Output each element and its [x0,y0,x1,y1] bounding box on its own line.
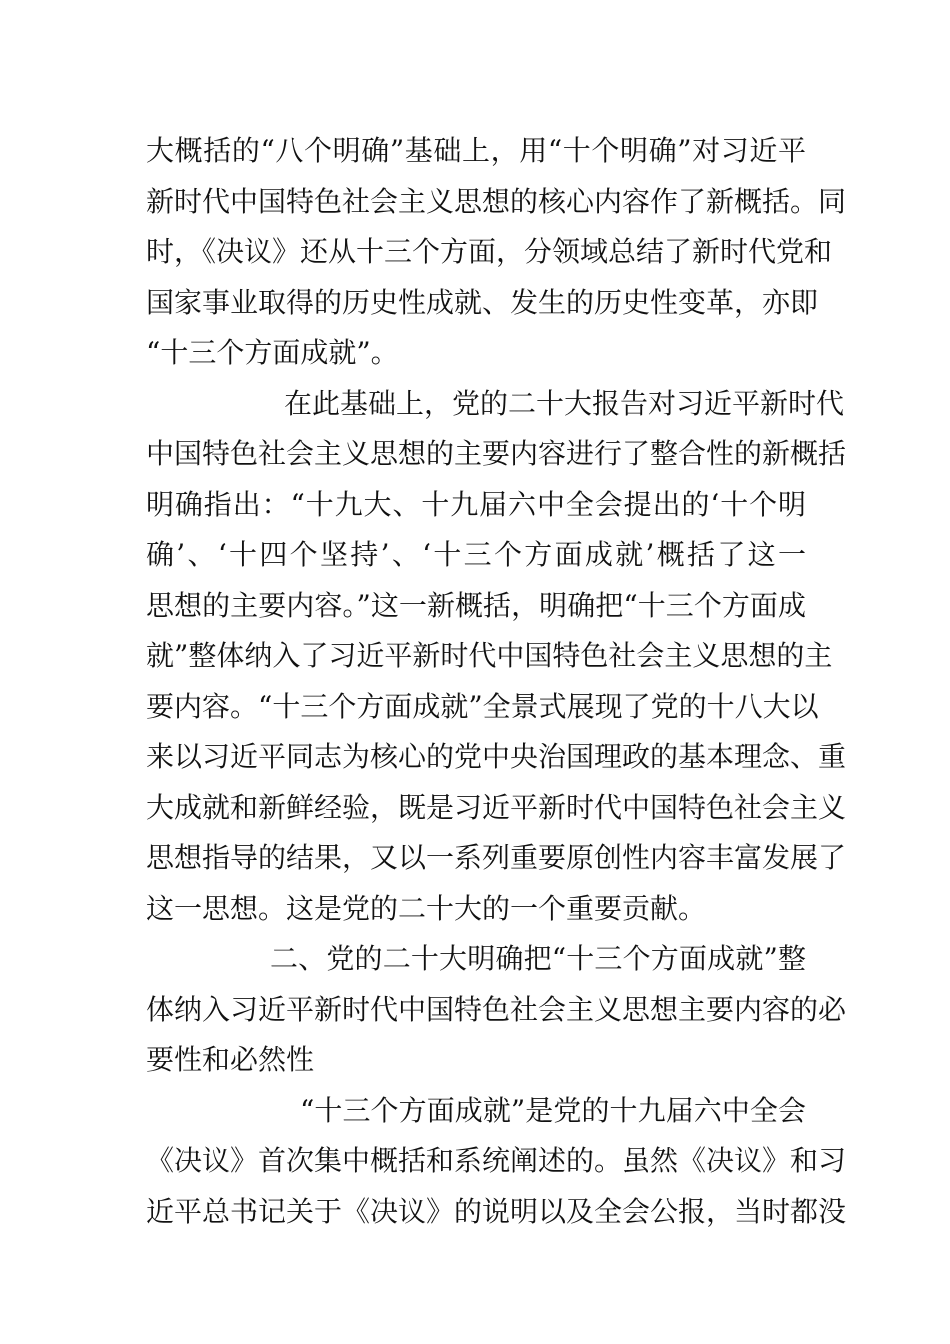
text-line: 思想指导的结果，又以一系列重要原创性内容丰富发展了 [146,841,847,874]
text-line: 思想的主要内容。”这一新概括，明确把“十三个方面成 [146,588,806,622]
text-line: 就”整体纳入了习近平新时代中国特色社会主义思想的主 [146,639,833,672]
section-heading-line: 要性和必然性 [146,1043,315,1076]
section-heading [146,934,847,1086]
text-line: “十三个方面成就”是党的十九届六中全会 [300,1093,806,1127]
text-line: 时，《决议》还从十三个方面，分领域总结了新时代党和 [146,235,833,268]
text-line: 明确指出：“十九大、十九届六中全会提出的‘十个明 [146,487,806,521]
paragraph-continuation [146,126,847,379]
text-line: 《决议》首次集中概括和系统阐述的。虽然《决议》和习 [146,1144,847,1177]
document-page [146,126,847,1237]
text-line: 确’、‘十四个坚持’、‘十三个方面成就’概括了这一 [146,538,806,571]
text-line: “十三个方面成就”。 [146,336,399,369]
text-line: 近平总书记关于《决议》的说明以及全会公报，当时都没 [146,1194,847,1228]
text-line: 来以习近平同志为核心的党中央治国理政的基本理念、重 [146,740,847,773]
text-line: 中国特色社会主义思想的主要内容进行了整合性的新概括 [146,437,847,470]
text-line: 要内容。“十三个方面成就”全景式展现了党的十八大以 [146,689,819,723]
text-line: 在此基础上，党的二十大报告对习近平新时代 [284,386,845,420]
section-heading-line: 二、党的二十大明确把“十三个方面成就”整 [270,942,806,975]
text-line: 大概括的“八个明确”基础上，用“十个明确”对习近平 [146,134,806,167]
text-line: 大成就和新鲜经验，既是习近平新时代中国特色社会主义 [146,790,847,824]
section-heading-line: 体纳入习近平新时代中国特色社会主义思想主要内容的必 [146,992,847,1026]
paragraph-thirteen-achievements [146,1086,847,1238]
text-line: 新时代中国特色社会主义思想的核心内容作了新概括。同 [146,184,847,218]
paragraph-twentieth-congress [146,379,847,935]
text-line: 这一思想。这是党的二十大的一个重要贡献。 [146,891,707,925]
text-line: 国家事业取得的历史性成就、发生的历史性变革，亦即 [146,285,819,319]
